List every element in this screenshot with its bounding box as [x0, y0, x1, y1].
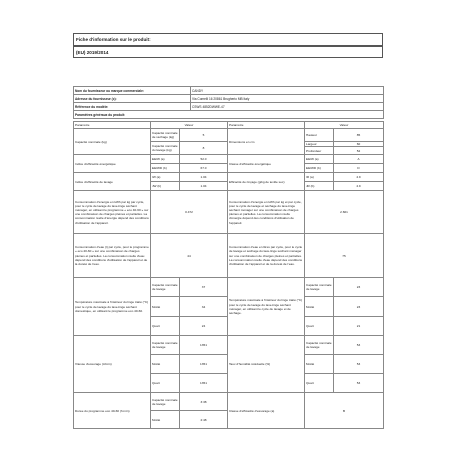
moisture-text: Taux d'humidité résiduelle (%) [228, 336, 305, 393]
depth-value: 52 [334, 147, 384, 155]
eeiwd-value: 67.0 [180, 164, 228, 173]
table-row [74, 173, 384, 182]
spin-half-value: 1351 [180, 355, 228, 374]
supplier-info-table [73, 86, 384, 119]
temp-wash-half-label: Moitié [151, 297, 180, 317]
moisture-quarter-label: Quart [305, 374, 334, 393]
table-row [74, 129, 384, 142]
table-row [74, 155, 384, 164]
regulation-reference: (EU) 2019/2014 [73, 46, 383, 58]
temp-dry-rated-label: Capacité nominale de lavage [305, 278, 334, 297]
moisture-rated-label: Capacité nominale de lavage [305, 336, 334, 355]
duration-rated-value: 3:38 [180, 393, 228, 411]
jr-label: JR (b) [305, 182, 334, 191]
rinse-efficiency-label: Efficacité de rinçage (g/kg de textile sec) [228, 173, 305, 191]
column-header-value: Valeur [151, 122, 228, 129]
height-label: Hauteur [305, 129, 334, 142]
model-value: CSWS 4852DWWE-47 [191, 103, 384, 111]
class-eeiw-label: EEIW (a) [305, 155, 334, 164]
column-header-parameter: Paramètre [74, 122, 151, 129]
iw-label: IW (a) [151, 173, 180, 182]
dry-capacity-value: 5 [180, 129, 228, 142]
dry-capacity-label: Capacité nominale de séchage (kg) [151, 129, 180, 142]
eei-label: Indice d'efficacité énergétique [74, 155, 151, 173]
duration-text: Durée du programme eco 40-60 (h:min) [74, 393, 151, 429]
spin-half-label: Moitié [151, 355, 180, 374]
wash-capacity-label: Capacité nominale du lavage (kg) [151, 142, 180, 155]
eeiwd-label: EEIWD (b) [151, 164, 180, 173]
spin-class-text: Classe d'efficacité d'essorage (a) [228, 393, 305, 429]
jr-value: 4.9 [334, 182, 384, 191]
address-value: Via Comelli 16 20861 Brugherio MB Italy [191, 95, 384, 103]
table-row [74, 278, 384, 297]
model-label: Référence du modèle: [74, 103, 191, 111]
supplier-value: CANDY [191, 87, 384, 95]
temp-wash-rated-label: Capacité nominale de lavage [151, 278, 180, 297]
moisture-half-label: Moitié [305, 355, 334, 374]
duration-rated-label: Capacité nominale de lavage [151, 393, 180, 411]
spin-speed-text: Vitesse d'essorage (tr/min) [74, 336, 151, 393]
temp-dry-quarter-label: Quart [305, 317, 334, 336]
temp-dry-rated-value: 23 [334, 278, 384, 297]
table-row [74, 336, 384, 355]
height-value: 85 [334, 129, 384, 142]
energy-class-label: Classe d'efficacité énergétique [228, 155, 305, 173]
ir-label: IR (a) [305, 173, 334, 182]
energy-wash-text: Consommation d'énergie en kWh par kg par cycle, pour le cycle de lavage du lave-linge séchant ménager, en utilisant le programme « eco 40-60 » sur une combinaison de charges pleines et partielles. La consommation réelle d'énergie dépend des conditions d'utilisation de l'appareil. [74, 191, 151, 234]
table-row [74, 234, 384, 278]
info-row-supplier [74, 87, 384, 95]
temp-wash-text: Température maximale à l'intérieur du linge traité (°C) pour le cycle de lavage du lave-linge séchant domestique, en utilisant le programme eco 40-60. [74, 278, 151, 336]
temp-wash-rated-value: 37 [180, 278, 228, 297]
table-row [74, 393, 384, 411]
column-header-parameter-right: Paramètre [228, 122, 305, 129]
class-eeiwd-label: EEIWD (b) [305, 164, 334, 173]
moisture-quarter-value: 53 [334, 374, 384, 393]
spin-quarter-value: 1351 [180, 374, 228, 393]
temp-wash-quarter-label: Quart [151, 317, 180, 336]
wash-efficiency-label: Indice d'efficacité de lavage [74, 173, 151, 191]
capacity-label: Capacité nominale (kg) [74, 129, 151, 155]
info-row-address [74, 95, 384, 103]
spin-quarter-label: Quart [151, 374, 180, 393]
sheet-title: Fiche d'information sur le produit: [73, 33, 383, 46]
water-wash-dry-value: 75 [305, 234, 384, 278]
parameters-table [73, 121, 384, 429]
spin-class-value: B [305, 393, 384, 429]
jw-label: JW (b) [151, 182, 180, 191]
spin-rated-label: Capacité nominale de lavage [151, 336, 180, 355]
table-row [74, 191, 384, 234]
eeiw-value: 52.0 [180, 155, 228, 164]
jw-value: 1.04 [180, 182, 228, 191]
address-label: Adresse du fournisseur (c): [74, 95, 191, 103]
depth-label: Profondeur [305, 147, 334, 155]
ir-value: 4.9 [334, 173, 384, 182]
wash-capacity-value: 8 [180, 142, 228, 155]
dimensions-label: Dimensions en cm [228, 129, 305, 155]
temp-dry-half-value: 23 [334, 297, 384, 317]
water-wash-text: Consommation d'eau (l) par cycle, pour le programme « eco 40-60 » sur une combinaison de charges pleines et partielles. La consommation réelle d'eau dépend des conditions d'utilisation de l'appareil et de la dureté de l'eau. [74, 234, 151, 278]
supplier-label: Nom du fournisseur ou marque commerciale: [74, 87, 191, 95]
width-label: Largeur [305, 142, 334, 147]
table-header-row [74, 122, 384, 129]
temp-wash-dry-text: Température maximale à l'intérieur du linge traité (°C) pour le cycle de lavage du lave-linge séchant ménager, en utilisant le cycle de lavage et de séchage. [228, 278, 305, 336]
temp-wash-half-value: 34 [180, 297, 228, 317]
water-wash-value: 44 [151, 234, 228, 278]
duration-half-label: Moitié [151, 411, 180, 429]
width-value: 60 [334, 142, 384, 147]
column-header-value-right: Valeur [305, 122, 384, 129]
energy-wash-dry-value: 2.661 [305, 191, 384, 234]
water-wash-dry-text: Consommation d'eau en litres par cycle, pour le cycle de lavage et séchage du lave-linge séchant ménager sur une combinaison de charges pleines et partielles. La consommation réelle d'eau dépend des conditions d'utilisation de l'appareil et de la dureté de l'eau. [228, 234, 305, 278]
info-row-model [74, 103, 384, 111]
product-information-sheet [73, 33, 385, 458]
temp-dry-half-label: Moitié [305, 297, 334, 317]
energy-wash-value: 0.472 [151, 191, 228, 234]
energy-wash-dry-text: Consommation d'énergie en kWh par kg et par cycle, pour le cycle de lavage et séchage du lave-linge séchant ménager sur une combinaison de charges pleines et partielles. La consommation réelle d'énergie dépend des conditions d'utilisation de l'appareil. [228, 191, 305, 234]
info-row-parameters [74, 111, 384, 119]
moisture-rated-value: 53 [334, 336, 384, 355]
temp-dry-quarter-value: 21 [334, 317, 384, 336]
moisture-half-value: 53 [334, 355, 384, 374]
iw-value: 1.04 [180, 173, 228, 182]
class-eeiw-value: A [334, 155, 384, 164]
class-eeiwd-value: D [334, 164, 384, 173]
eeiw-label: EEIW (a) [151, 155, 180, 164]
temp-wash-quarter-value: 24 [180, 317, 228, 336]
spin-rated-value: 1351 [180, 336, 228, 355]
parameters-heading: Paramètres généraux du produit: [74, 111, 384, 119]
duration-half-value: 2:48 [180, 411, 228, 429]
